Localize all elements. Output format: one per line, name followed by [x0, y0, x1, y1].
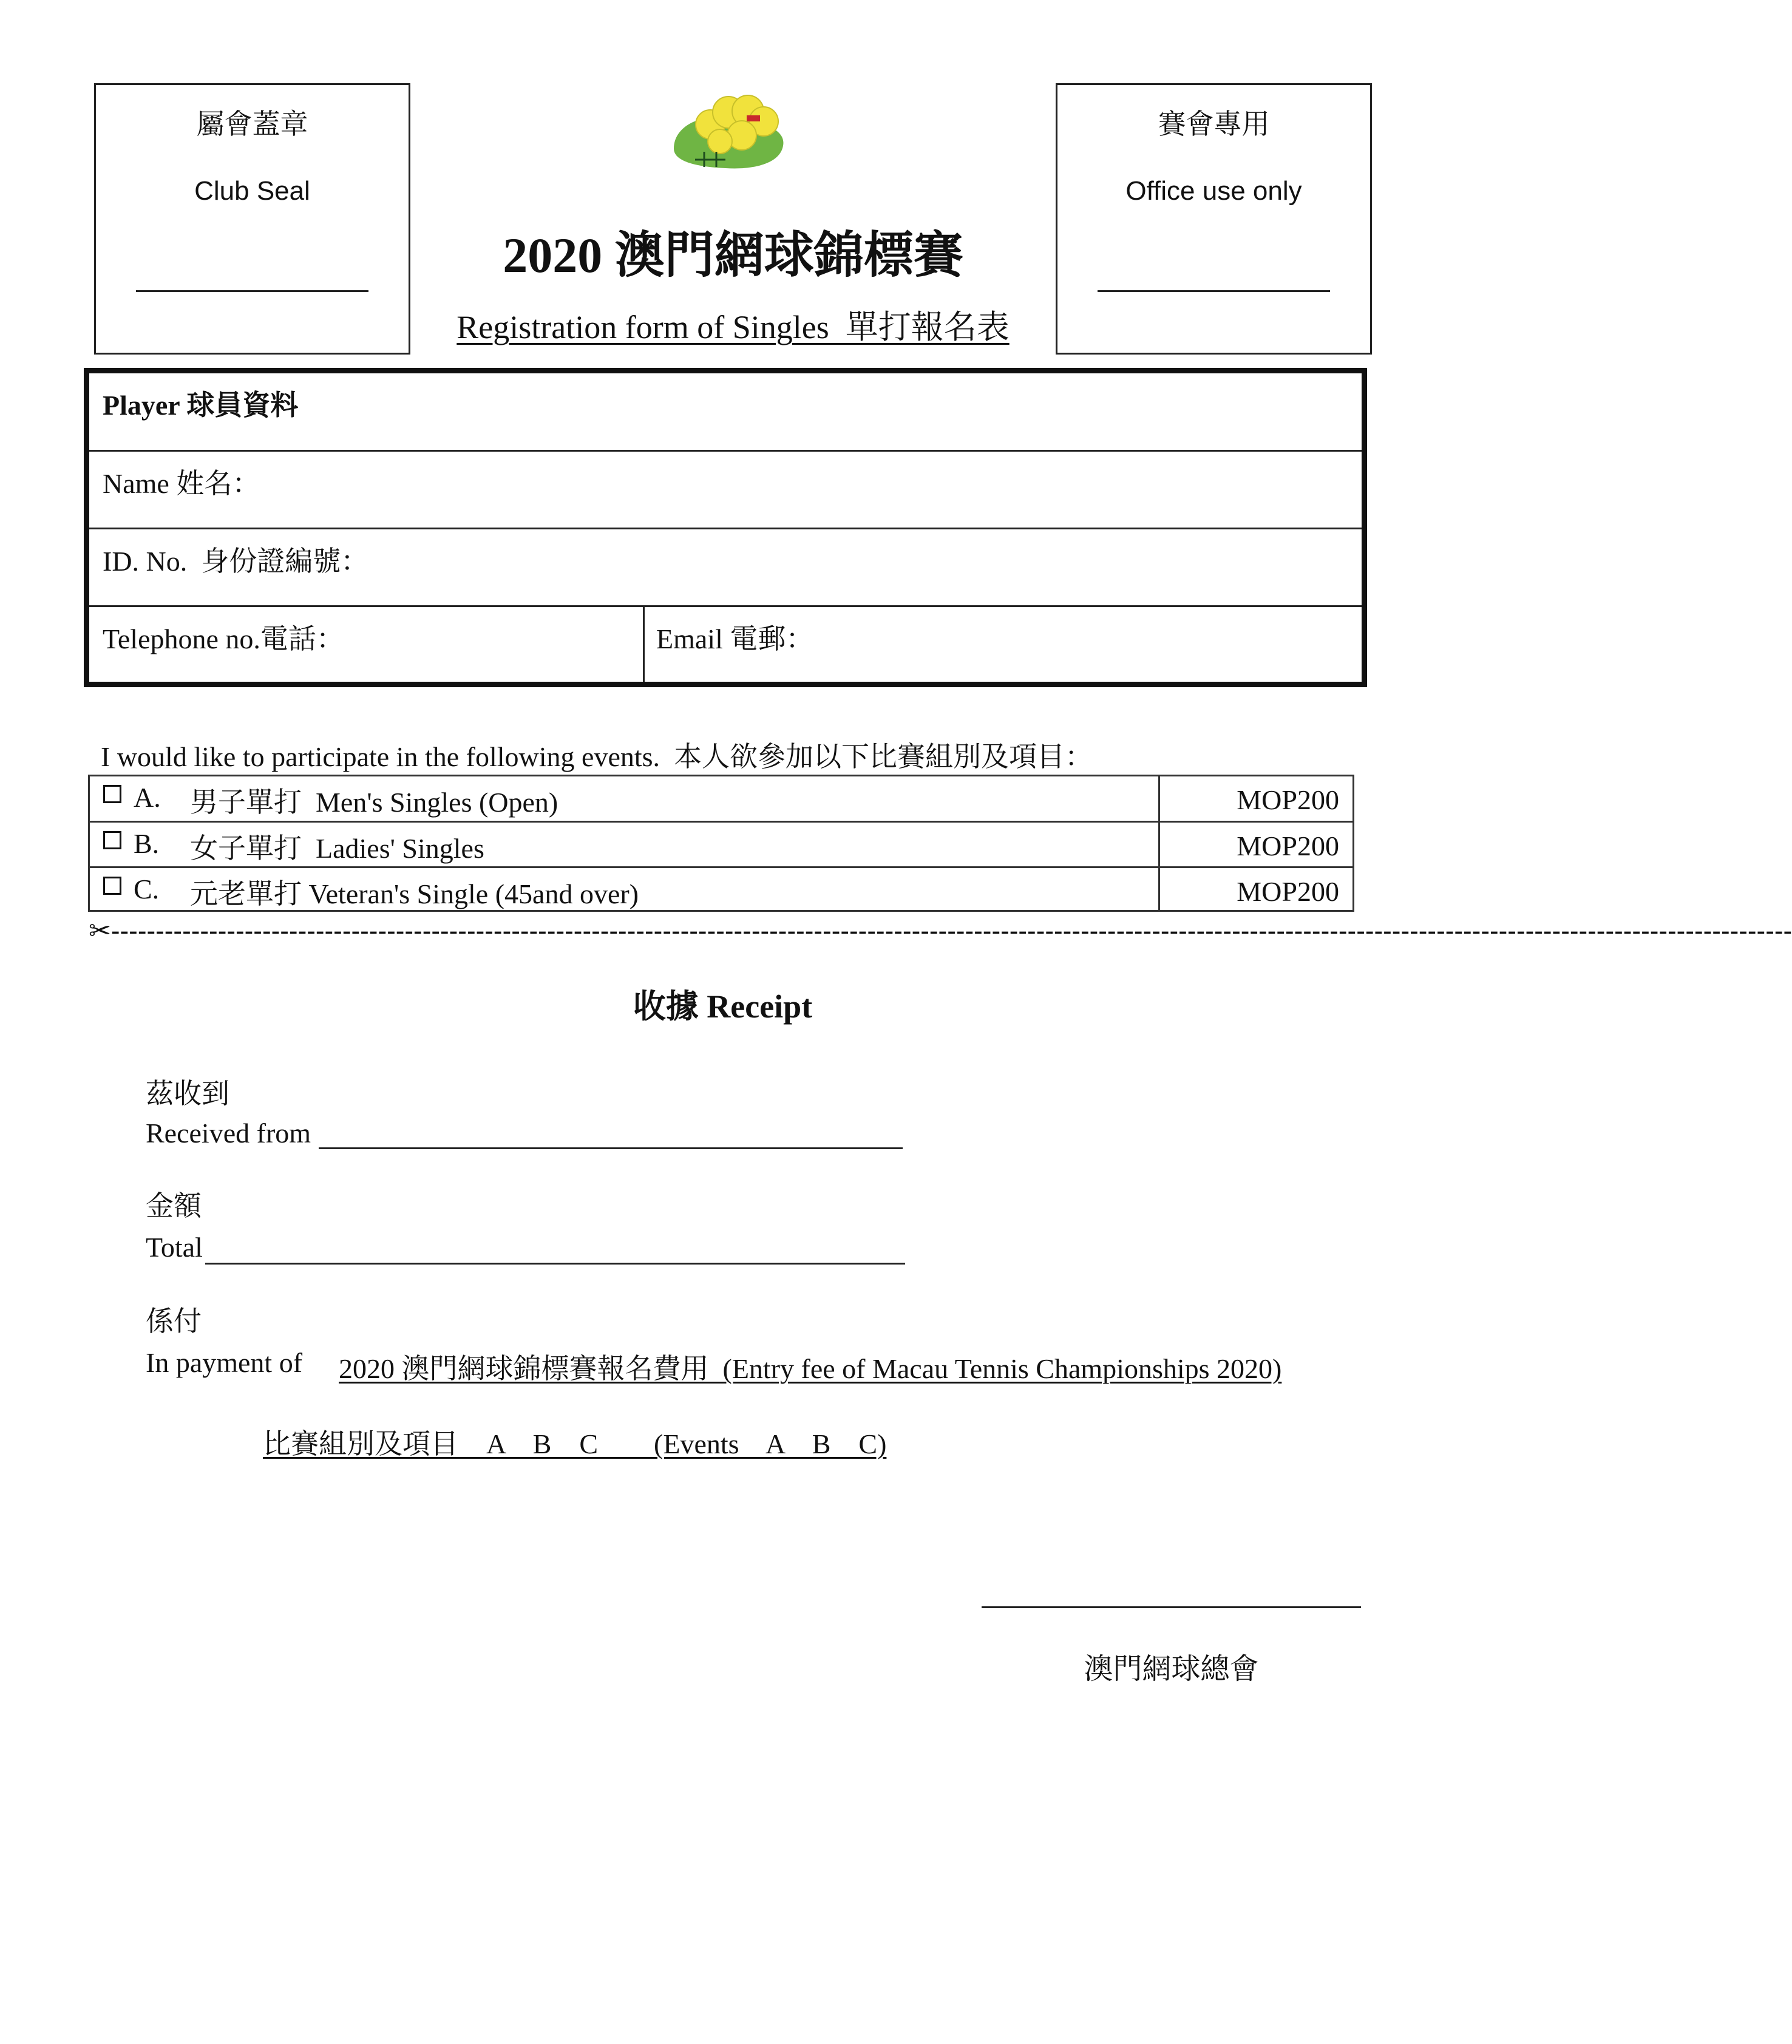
club-seal-subtitle: Club Seal: [194, 176, 310, 206]
event-price-b: MOP200: [1237, 830, 1339, 861]
event-label-b: 女子單打 Ladies' Singles: [190, 833, 484, 864]
payment-detail: [339, 1346, 1281, 1387]
total-line[interactable]: [205, 1263, 905, 1265]
player-heading: Player 球員資料: [103, 390, 299, 421]
event-code-c: C.: [134, 874, 160, 905]
player-info-table: [84, 368, 1367, 687]
total-en: Total: [146, 1232, 203, 1263]
checkbox-a[interactable]: [103, 785, 121, 803]
received-line[interactable]: [319, 1147, 903, 1149]
contact-divider: [643, 607, 645, 682]
club-seal-title: 屬會蓋章: [196, 109, 308, 140]
checkbox-b[interactable]: [103, 831, 121, 849]
event-label-a: 男子單打 Men's Singles (Open): [190, 787, 558, 818]
event-code-b: B.: [134, 828, 160, 859]
telephone-label[interactable]: Telephone no.電話：: [103, 623, 344, 654]
event-price-a: MOP200: [1237, 784, 1339, 815]
name-row[interactable]: [89, 452, 1362, 529]
events-line: [263, 1422, 886, 1462]
player-heading-row: [89, 373, 1362, 452]
office-use-title: 賽會專用: [1158, 109, 1270, 140]
cut-line: ✂---------------------------------------------------------------------------------------------------------------------------------------------------------------------------------------------: [89, 916, 1792, 946]
payment-en: In payment of: [146, 1347, 303, 1378]
signatory: 澳門網球總會: [1084, 1653, 1259, 1685]
page-title: 2020 澳門網球錦標賽: [503, 228, 963, 283]
office-use-box: [1056, 83, 1372, 355]
receipt-title: 收據 Receipt: [633, 988, 813, 1025]
event-row-c[interactable]: [90, 866, 1352, 912]
event-price-c: MOP200: [1237, 876, 1339, 907]
event-row-a[interactable]: [90, 776, 1352, 822]
received-zh: 茲收到: [146, 1078, 229, 1109]
office-use-subtitle: Office use only: [1125, 176, 1302, 206]
signature-line[interactable]: [982, 1606, 1361, 1608]
total-zh: 金額: [146, 1190, 202, 1221]
events-intro: I would like to participate in the following events. 本人欲參加以下比賽組別及項目：: [101, 741, 1093, 772]
event-code-a: A.: [134, 782, 161, 813]
event-row-b[interactable]: [90, 821, 1352, 866]
page-subtitle: [410, 301, 1056, 348]
event-label-c: 元老單打 Veteran's Single (45and over): [190, 878, 639, 909]
events-table: [88, 775, 1354, 912]
id-row[interactable]: [89, 529, 1362, 607]
payment-detail-text: 2020 澳門網球錦標賽報名費用 (Entry fee of Macau Tennis Championships 2020): [339, 1353, 1282, 1384]
email-label[interactable]: Email 電郵：: [656, 623, 814, 654]
club-seal-box: [94, 83, 410, 355]
contact-row: [89, 607, 1362, 682]
association-logo-icon: [668, 88, 789, 173]
payment-zh: 係付: [146, 1306, 202, 1337]
checkbox-c[interactable]: [103, 877, 121, 895]
received-en: Received from: [146, 1118, 311, 1149]
name-label: Name 姓名：: [103, 468, 260, 499]
page-subtitle-text: Registration form of Singles 單打報名表: [456, 309, 1010, 345]
office-use-signature-line: [1098, 290, 1330, 292]
events-line-text: 比賽組別及項目 A B C (Events A B C): [263, 1428, 887, 1459]
club-seal-signature-line: [136, 290, 368, 292]
id-label: ID. No. 身份證編號：: [103, 546, 369, 577]
